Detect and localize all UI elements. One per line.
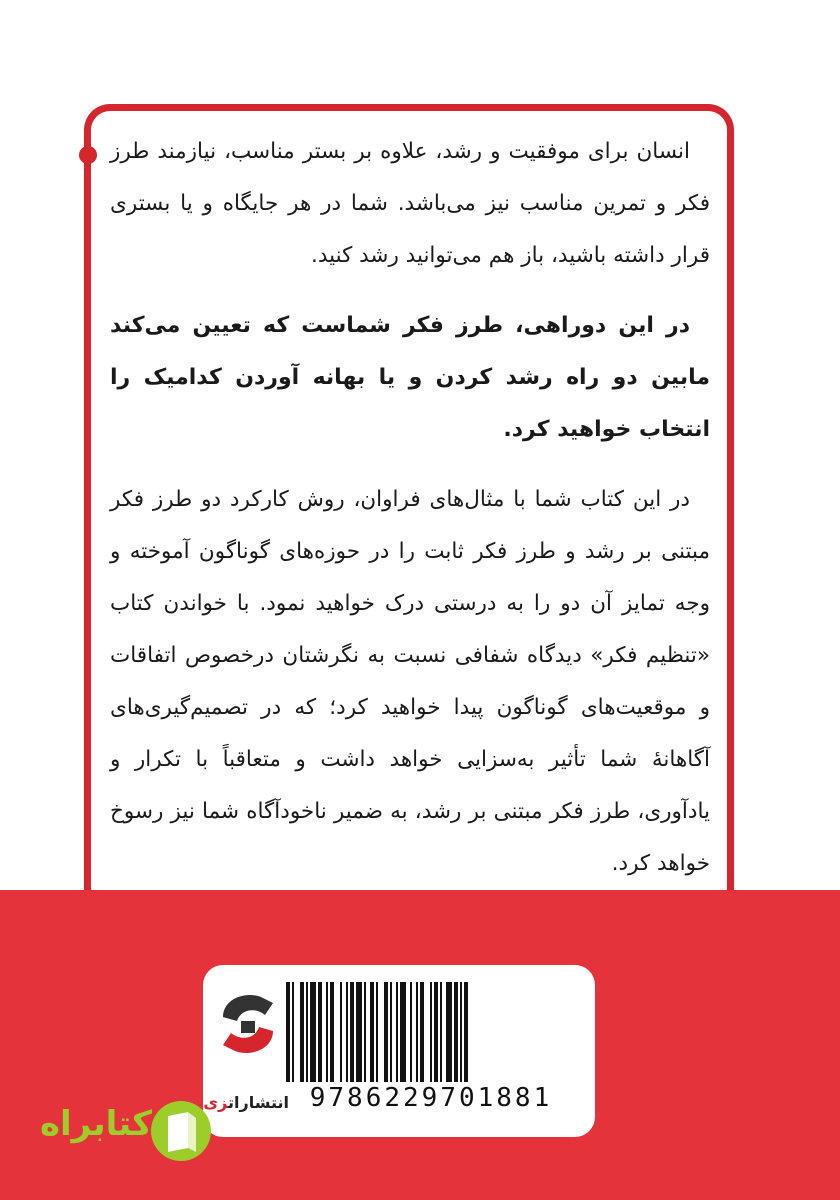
barcode-bar (350, 982, 354, 1082)
ketabrah-logo-icon (148, 1098, 214, 1164)
barcode-bar (356, 982, 362, 1082)
barcode-bar (400, 982, 406, 1082)
ketabrah-logo (40, 1098, 220, 1168)
publisher-logo-icon (215, 987, 281, 1079)
isbn-number: 9786229701881 (309, 1083, 553, 1113)
barcode-bar (340, 982, 342, 1082)
barcode-bar (464, 982, 468, 1082)
publisher-name: انتشاراتزی (203, 1093, 289, 1112)
barcode-bar (440, 982, 442, 1082)
barcode-bar (318, 982, 322, 1082)
barcode-bar (286, 982, 290, 1082)
barcode-bar (330, 982, 334, 1082)
barcode-bar (364, 982, 366, 1082)
barcode-bar (300, 982, 304, 1082)
barcode-bar (460, 982, 462, 1082)
barcode-bar (390, 982, 392, 1082)
paragraph-2-bold: در این دوراهی، طرز فکر شماست که تعیین می‌کند مابین دو راه رشد کردن و یا بهانه آوردن کدامیک را انتخاب خواهید کرد. (110, 313, 710, 442)
barcode-bar (410, 982, 412, 1082)
barcode (480, 982, 584, 1082)
barcode-bar (384, 982, 388, 1082)
barcode-bar (346, 982, 348, 1082)
publisher-name-suffix: زی (203, 1093, 228, 1112)
paragraph-3: در این کتاب شما با مثال‌های فراوان، روش کارکرد دو طرز فکر مبتنی بر رشد و طرز فکر ثابت را در حوزه‌های گوناگون آموخته و وجه تمایز آن دو را به درستی درک خواهید نمود. با خواندن کتاب «تنظیم فکر» دیدگاه شفافی نسبت به نگرشتان درخصوص اتفاقات و موقعیت‌های گوناگون پیدا خواهید کرد؛ که در تصمیم‌گیری‌های آگاهانهٔ شما تأثیر به‌سزایی خواهد داشت و متعاقباً با تکرار و یادآوری، طرز فکر مبتنی بر رشد، به ضمیر ناخودآگاه شما نیز رسوخ خواهد کرد. (110, 487, 710, 876)
barcode-bar (420, 982, 424, 1082)
barcode-bar (416, 982, 418, 1082)
frame-dot (79, 146, 97, 164)
ketabrah-text: کتابراه (39, 1104, 152, 1144)
barcode-bar (370, 982, 374, 1082)
barcode-bar (434, 982, 438, 1082)
barcode-bar (326, 982, 328, 1082)
barcode-bar (310, 982, 316, 1082)
paragraph-1: انسان برای موفقیت و رشد، علاوه بر بستر مناسب، نیازمند طرز فکر و تمرین مناسب نیز می‌باشد. شما در هر جایگاه و یا بستری قرار داشته باشید، باز هم می‌توانید رشد کنید. (110, 139, 710, 268)
barcode-bar (454, 982, 458, 1082)
barcode-bar (376, 982, 378, 1082)
barcode-bar (292, 982, 294, 1082)
barcode-bars (286, 982, 576, 1082)
barcode-bar (430, 982, 432, 1082)
barcode-bar (396, 982, 398, 1082)
barcode-card (203, 965, 595, 1137)
barcode-bar (446, 982, 452, 1082)
barcode-bar (306, 982, 308, 1082)
back-cover-text (110, 126, 710, 908)
